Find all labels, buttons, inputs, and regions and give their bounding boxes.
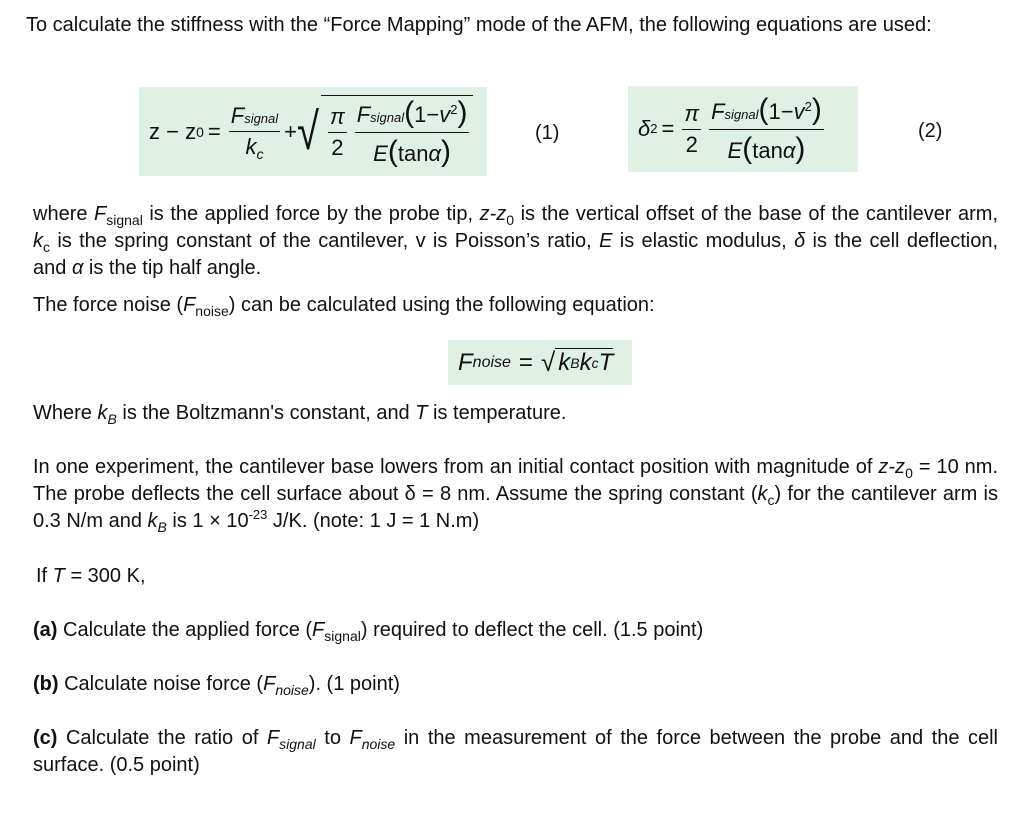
qa-label: (a) [33,619,58,641]
temp-T: T [52,565,65,587]
eq2-tan: tan [752,137,783,163]
qa-t1: Calculate the applied force ( [57,619,313,641]
noise-intro-F: F [183,294,196,316]
equation-2: δ 2 = $\frac{\pi}{2}$ $\frac{Fsignal(1-v^2)}{E(\tan\alpha)}$ [628,86,858,172]
qc-t3: in the measurement of the force between the probe and the cell surface. (0.5 point) [33,727,998,776]
eq1-signal: signal [244,111,279,126]
experiment-t3: ) for the cantilever arm is 0.3 N/m and [33,483,998,532]
qb-label: (b) [33,673,59,695]
eq1-frac1 [229,103,280,160]
question-c [33,725,998,779]
qb-t1: Calculate noise force ( [58,673,264,695]
eq2-F: F [711,98,725,124]
qc-sub2: noise [361,736,396,752]
eq1-alpha: α [428,140,441,166]
qa-F: F [312,619,325,641]
eq2-E: E [727,137,743,163]
eq3-F: F [458,348,473,376]
where-t6: is the cell deflection, and [33,230,999,279]
eq2-two: 2 [685,131,698,157]
experiment-B: B [157,519,167,535]
where-t7: is the tip half angle. [83,257,262,279]
where-delta: δ [794,230,806,252]
experiment-kB: k [147,510,158,532]
where-zz: z-z [479,203,507,225]
eq1-F2: F [356,101,371,127]
eq1-tan: tan [397,140,429,166]
qa-t2: ) required to deflect the cell. (1.5 point) [360,619,704,641]
equation-2-number: (2) [918,120,943,142]
eq3-k2: k [579,349,592,376]
equation-3: F noise = √ k B k c T [448,340,632,385]
where-t3: is the vertical offset of the base of the cantilever arm, [514,203,999,225]
experiment-t1: In one experiment, the cantilever base lowers from an initial contact position with magnitude of [33,456,879,478]
experiment-k: k [757,483,768,505]
eq1-equals: = [207,118,221,144]
where-E: E [599,230,613,252]
eq2-one-minus: 1− [768,98,794,124]
sqrt-icon: √ [540,347,556,377]
qb-sub: noise [275,682,309,698]
experiment-exp: -23 [248,507,268,522]
experiment-t5: J/K. (note: 1 J = 1 N.m) [267,510,480,532]
qc-t1: Calculate the ratio of [57,727,267,749]
experiment-zz: z-z [878,456,906,478]
eq1-E: E [373,140,388,166]
where2-T: T [415,402,428,424]
qc-t2: to [315,727,350,749]
qc-sub1: signal [279,736,316,752]
eq1-k: k [245,134,257,159]
temp-t2: = 300 K, [64,565,146,587]
eq2-v: v [793,98,805,124]
eq2-delta: δ [638,116,651,141]
eq3-equals: = [518,348,533,376]
experiment-zero: 0 [905,465,913,481]
eq2-alpha: α [782,137,796,163]
qc-F2: F [349,727,362,749]
where-signal: signal [106,212,143,228]
noise-intro-t2: ) can be calculated using the following equation: [228,294,655,316]
eq1-v: v [439,101,451,127]
eq1-sqrt: $\frac{\pi}{2}$ $\frac{Fsignal(1-v^2)}{E(\tan\alpha)}$ [321,95,474,169]
experiment-t4: is 1 × 10 [166,510,249,532]
where-zero: 0 [506,212,515,228]
eq3-T: T [598,349,614,376]
temp-t1: If [36,565,53,587]
experiment-t2: = 10 nm. The probe deflects the cell surface about δ = 8 nm. Assume the spring constant ( [33,456,999,505]
eq1-pi: π [328,104,347,133]
eq2-signal: signal [724,106,759,122]
eq2-sq2: 2 [804,98,812,114]
qb-F: F [263,673,276,695]
where2-paragraph [33,400,566,427]
question-b [33,671,400,698]
eq2-equals: = [661,116,675,141]
noise-intro [33,292,655,319]
question-a [33,617,703,644]
where-t1: where [33,203,95,225]
where-c: c [43,239,50,255]
where-k: k [33,230,43,252]
where-paragraph [33,201,998,282]
equation-1: z − z 0 = $\frac{\text{Fsignal}}{k_c}$ + √ $\frac{\pi}{2}$ $\frac{Fsignal(1-v^2)}{E(\tan\alpha)}$ [139,87,487,176]
noise-intro-noise: noise [195,303,229,319]
experiment-paragraph [33,454,998,535]
eq2-pi: π [682,101,701,130]
eq1-one-minus: 1− [414,101,440,127]
where2-t3: is temperature. [427,402,567,424]
eq1-signal2: signal [370,109,405,125]
where-t4: is the spring constant of the cantilever, v is Poisson’s ratio, [50,230,600,252]
qa-sub: signal [324,628,361,644]
where-alpha: α [71,257,84,279]
qc-F1: F [266,727,280,749]
sqrt-icon: √ [297,102,319,161]
eq1-plus: + [284,118,298,144]
noise-intro-t1: The force noise ( [33,294,184,316]
where2-B: B [107,411,117,427]
eq1-sq: 2 [450,101,458,117]
where2-t1: Where [33,402,98,424]
eq1-F: F [230,103,245,128]
qc-label: (c) [33,727,58,749]
experiment-c: c [767,492,775,508]
temperature-line [36,563,146,590]
eq3-k: k [558,349,571,376]
eq1-two: 2 [331,134,344,160]
qb-t2: ). (1 point) [308,673,400,695]
where2-t2: is the Boltzmann's constant, and [116,402,416,424]
where-t2: is the applied force by the probe tip, [142,203,480,225]
where-t5: is elastic modulus, [612,230,795,252]
where2-k: k [97,402,108,424]
eq1-k-sub: c [256,146,264,162]
eq1-lhs: z − z [149,118,197,144]
equation-1-number: (1) [535,122,560,144]
where-F: F [94,203,107,225]
intro-paragraph: To calculate the stiffness with the “Force Mapping” mode of the AFM, the following equations are used: [26,14,932,36]
